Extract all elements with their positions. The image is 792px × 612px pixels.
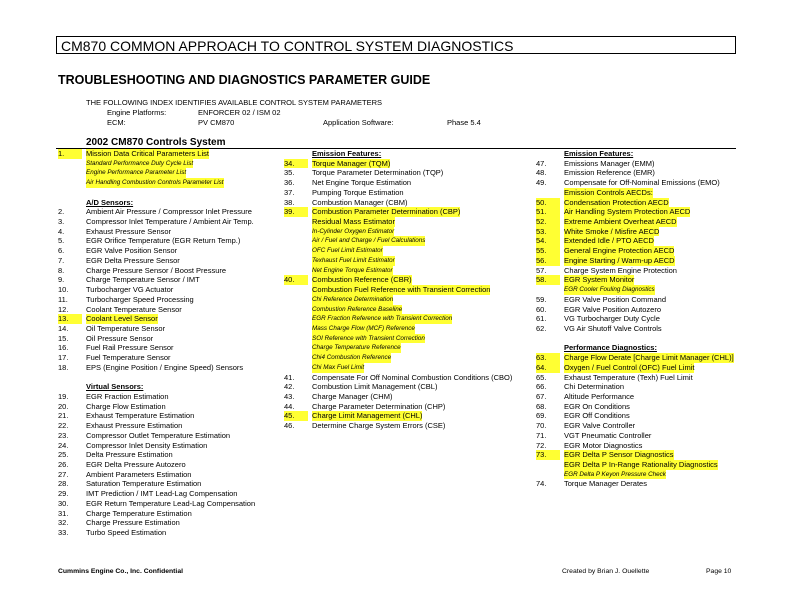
system-title: 2002 CM870 Controls System	[86, 137, 226, 148]
item-label: EGR Valve Controller	[564, 421, 636, 431]
item-label: Chi4 Combustion Reference	[312, 354, 392, 362]
item-label: Oxygen / Fuel Control (OFC) Fuel Limit	[564, 362, 695, 372]
item-label: Delta Pressure Estimation	[86, 450, 173, 460]
item-label: In-Cylinder Oxygen Estimator	[312, 227, 395, 235]
item-label: Ambient Parameters Estimation	[86, 469, 192, 479]
item-number: 42.	[284, 382, 295, 392]
item-number: 65.	[536, 372, 547, 382]
item-label: EGR Delta Pressure Autozero	[86, 460, 186, 469]
item-label: Oil Pressure Sensor	[86, 333, 154, 343]
item-label: Net Engine Torque Estimator	[312, 266, 393, 274]
item-number: 39.	[284, 207, 308, 217]
item-label: Turbo Speed Estimation	[86, 528, 167, 538]
item-number: 25.	[58, 450, 69, 460]
item-label: Saturation Temperature Estimation	[86, 479, 202, 489]
item-number: 40.	[284, 275, 308, 285]
item-label: Charge Pressure Estimation	[86, 518, 180, 528]
item-label: EGR Cooler Fouling Diagnostics	[564, 286, 655, 294]
item-label: EGR Orifice Temperature (EGR Return Temp.)	[86, 236, 241, 246]
item-number: 9.	[58, 275, 65, 285]
item-number: 72.	[536, 440, 547, 450]
item-label: Exhaust Temperature Estimation	[86, 411, 195, 421]
item-label: Emission Controls AECDs:	[564, 187, 653, 197]
item-number: 59.	[536, 294, 547, 304]
item-number: 37.	[284, 187, 295, 197]
item-number: 68.	[536, 401, 547, 411]
item-number: 15.	[58, 333, 69, 343]
document-title: CM870 COMMON APPROACH TO CONTROL SYSTEM DIAGNOSTICS	[56, 36, 736, 54]
item-number: 18.	[58, 362, 69, 372]
item-label: Emission Features:	[312, 149, 382, 158]
item-number: 35.	[284, 168, 295, 178]
item-number: 73.	[536, 450, 560, 460]
item-number: 20.	[58, 401, 69, 411]
item-label: Air Handling System Protection AECD	[564, 207, 691, 217]
item-label: EGR Delta P In-Range Rationality Diagnostics	[564, 460, 718, 469]
item-number: 13.	[58, 314, 82, 324]
item-number: 24.	[58, 440, 69, 450]
item-label: Fuel Temperature Sensor	[86, 353, 171, 363]
item-label: Combustion Limit Management (CBL)	[312, 382, 438, 392]
item-number: 8.	[58, 265, 65, 275]
item-number: 33.	[58, 528, 69, 538]
item-label: Virtual Sensors:	[86, 382, 144, 392]
item-number: 10.	[58, 285, 69, 295]
item-number: 31.	[58, 508, 69, 518]
item-number: 43.	[284, 391, 295, 401]
item-label: VGT Pneumatic Controller	[564, 430, 652, 440]
item-number: 58.	[536, 275, 560, 285]
item-number: 46.	[284, 421, 295, 431]
item-number: 29.	[58, 489, 69, 499]
item-number: 55.	[536, 246, 560, 256]
item-number: 34.	[284, 159, 308, 169]
ecm-label: ECM:	[107, 118, 126, 127]
item-label: Fuel Rail Pressure Sensor	[86, 343, 174, 353]
item-label: OFC Fuel Limit Estimator	[312, 247, 383, 255]
item-label: White Smoke / Misfire AECD	[564, 226, 660, 236]
item-label: Ambient Air Pressure / Compressor Inlet Pressure	[86, 207, 252, 217]
item-number: 4.	[58, 226, 65, 236]
item-number: 12.	[58, 304, 69, 314]
item-label: Compressor Inlet Density Estimation	[86, 440, 208, 450]
item-label: EGR On Conditions	[564, 401, 630, 411]
item-number: 30.	[58, 498, 69, 508]
item-label: EGR Return Temperature Lead-Lag Compensation	[86, 498, 256, 508]
item-label: Combustion Reference Baseline	[312, 305, 403, 313]
item-number: 22.	[58, 421, 69, 431]
item-number: 63.	[536, 353, 560, 363]
item-number: 11.	[58, 294, 68, 304]
item-number: 56.	[536, 256, 560, 266]
item-label: Determine Charge System Errors (CSE)	[312, 421, 446, 431]
item-number: 36.	[284, 178, 295, 188]
item-label: Engine Performance Parameter List	[86, 169, 187, 177]
item-number: 53.	[536, 227, 560, 237]
item-number: 57.	[536, 265, 547, 275]
item-label: Exhaust Pressure Sensor	[86, 226, 172, 236]
item-label: General Engine Protection AECD	[564, 246, 675, 256]
item-label: Combustion Reference (CBR)	[312, 275, 412, 285]
item-label: VG Air Shutoff Valve Controls	[564, 323, 662, 333]
page-heading: TROUBLESHOOTING AND DIAGNOSTICS PARAMETER GUIDE	[58, 73, 431, 87]
intro-line: THE FOLLOWING INDEX IDENTIFIES AVAILABLE CONTROL SYSTEM PARAMETERS	[86, 98, 383, 107]
item-label: Emission Features:	[564, 149, 634, 158]
item-label: A/D Sensors:	[86, 197, 134, 207]
item-number: 38.	[284, 197, 295, 207]
item-label: Charge Manager (CHM)	[312, 391, 393, 401]
item-number: 64.	[536, 363, 560, 373]
item-label: Combustion Manager (CBM)	[312, 197, 408, 207]
item-number: 3.	[58, 217, 65, 227]
item-label: Mass Charge Flow (MCF) Reference	[312, 324, 415, 332]
item-number: 2.	[58, 207, 65, 217]
item-number: 45.	[284, 411, 308, 421]
item-number: 70.	[536, 421, 547, 431]
item-number: 32.	[58, 518, 69, 528]
item-label: Combustion Parameter Determination (CBP)	[312, 207, 461, 217]
item-number: 44.	[284, 401, 295, 411]
footer-page: Page 10	[706, 568, 732, 575]
item-label: EGR Valve Position Autozero	[564, 304, 661, 314]
item-label: Extreme Ambient Overheat AECD	[564, 217, 677, 227]
item-number: 50.	[536, 198, 560, 208]
item-label: EGR Fraction Reference with Transient Correction	[312, 315, 453, 323]
item-label: Compensate for Off-Nominal Emissions (EMO)	[564, 178, 720, 188]
item-number: 19.	[58, 391, 69, 401]
item-label: EGR Fraction Estimation	[86, 391, 169, 401]
item-label: Compressor Inlet Temperature / Ambient Air Temp.	[86, 217, 254, 227]
item-label: Emission Reference (EMR)	[564, 168, 655, 178]
item-label: Engine Starting / Warm-up AECD	[564, 255, 675, 265]
item-label: EGR Valve Position Sensor	[86, 246, 178, 256]
item-label: EGR System Monitor	[564, 275, 635, 285]
platforms-label: Engine Platforms:	[107, 108, 167, 117]
item-label: EGR Delta P Keyon Pressure Check	[564, 470, 666, 478]
item-label: Charge Flow Derate [Charge Limit Manager (CHL)]	[564, 353, 734, 363]
item-label: Combustion Fuel Reference with Transient Correction	[312, 285, 491, 295]
item-label: Torque Manager Derates	[564, 479, 647, 489]
footer-author: Created by Brian J. Ouellette	[562, 568, 650, 575]
item-label: Charge Limit Management (CHL)	[312, 411, 423, 421]
item-label: Compensate For Off Nominal Combustion Conditions (CBO)	[312, 372, 513, 382]
item-label: Coolant Level Sensor	[86, 314, 158, 324]
item-number: 74.	[536, 479, 547, 489]
item-label: EGR Motor Diagnostics	[564, 440, 643, 450]
item-number: 5.	[58, 236, 65, 246]
item-label: Extended Idle / PTO AECD	[564, 236, 654, 246]
item-label: Condensation Protection AECD	[564, 197, 669, 207]
item-label: Performance Diagnostics:	[564, 343, 657, 353]
item-label: Charge Temperature Estimation	[86, 508, 192, 518]
item-number: 52.	[536, 217, 560, 227]
item-label: Charge Temperature Sensor / IMT	[86, 275, 200, 285]
item-number: 14.	[58, 323, 69, 333]
item-number: 60.	[536, 304, 547, 314]
item-number: 51.	[536, 207, 560, 217]
item-label: Charge System Engine Protection	[564, 265, 677, 275]
item-label: Standard Performance Duty Cycle List	[86, 159, 194, 167]
item-label: Charge Pressure Sensor / Boost Pressure	[86, 265, 227, 275]
item-number: 48.	[536, 168, 547, 178]
item-number: 7.	[58, 255, 65, 265]
item-number: 66.	[536, 382, 547, 392]
item-label: Mission Data Critical Parameters List	[86, 149, 209, 158]
item-number: 28.	[58, 479, 69, 489]
item-number: 26.	[58, 460, 69, 469]
item-label: Residual Mass Estimator	[312, 217, 395, 227]
item-number: 49.	[536, 178, 547, 188]
item-label: Chi Determination	[564, 382, 625, 392]
item-label: EPS (Engine Position / Engine Speed) Sensors	[86, 362, 244, 372]
footer-confidential: Cummins Engine Co., Inc. Confidential	[58, 568, 183, 575]
software-value: Phase 5.4	[447, 118, 481, 127]
item-number: 21.	[58, 411, 69, 421]
item-number: 16.	[58, 343, 69, 353]
software-label: Application Software:	[323, 118, 394, 127]
item-label: Coolant Temperature Sensor	[86, 304, 182, 314]
item-label: Charge Flow Estimation	[86, 401, 166, 411]
item-label: EGR Valve Position Command	[564, 294, 666, 304]
item-number: 54.	[536, 236, 560, 246]
item-number: 23.	[58, 430, 69, 440]
item-number: 47.	[536, 158, 547, 168]
item-number: 41.	[284, 372, 295, 382]
item-label: Torque Parameter Determination (TQP)	[312, 168, 444, 178]
item-label: Net Engine Torque Estimation	[312, 178, 412, 188]
item-number: 69.	[536, 411, 547, 421]
item-label: EGR Delta Pressure Sensor	[86, 255, 180, 265]
item-label: Chi Max Fuel Limit	[312, 363, 365, 371]
item-label: Altitude Performance	[564, 391, 635, 401]
item-label: VG Turbocharger Duty Cycle	[564, 314, 660, 324]
item-label: Charge Temperature Reference	[312, 344, 401, 352]
item-number: 17.	[58, 353, 69, 363]
item-label: Chi Reference Determination	[312, 295, 394, 303]
item-label: EGR Off Conditions	[564, 411, 630, 421]
item-label: Torque Manager (TQM)	[312, 158, 391, 168]
item-label: Oil Temperature Sensor	[86, 323, 166, 333]
item-number: 67.	[536, 391, 547, 401]
item-label: Air / Fuel and Charge / Fuel Calculations	[312, 237, 426, 245]
item-label: Charge Parameter Determination (CHP)	[312, 401, 446, 411]
item-number: 71.	[536, 430, 547, 440]
item-label: Emissions Manager (EMM)	[564, 158, 655, 168]
item-label: Exhaust Temperature (Texh) Fuel Limit	[564, 372, 693, 382]
item-label: Compressor Outlet Temperature Estimation	[86, 430, 231, 440]
item-label: IMT Prediction / IMT Lead-Lag Compensation	[86, 489, 238, 499]
item-label: Pumping Torque Estimation	[312, 187, 404, 197]
item-label: Air Handling Combustion Controls Parameter List	[86, 179, 224, 187]
item-label: Exhaust Pressure Estimation	[86, 421, 183, 431]
item-number: 6.	[58, 246, 65, 256]
item-label: Turbocharger Speed Processing	[86, 294, 194, 304]
platforms-value: ENFORCER 02 / ISM 02	[198, 108, 281, 117]
item-number: 61.	[536, 314, 547, 324]
item-label: EGR Delta P Sensor Diagnostics	[564, 450, 674, 460]
item-number: 27.	[58, 469, 69, 479]
ecm-value: PV CM870	[198, 118, 235, 127]
item-label: Turbocharger VG Actuator	[86, 285, 174, 295]
item-number: 1.	[58, 149, 82, 159]
item-number: 62.	[536, 323, 547, 333]
item-label: SOI Reference with Transient Correction	[312, 334, 425, 342]
item-label: Texhaust Fuel Limit Estimator	[312, 256, 395, 264]
